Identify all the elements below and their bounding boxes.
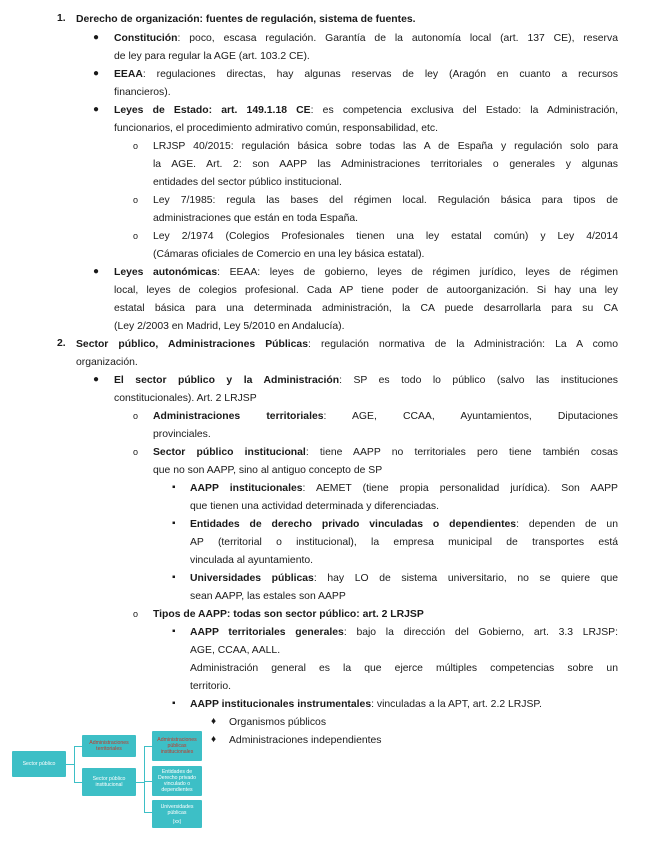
square-bullet: ▪ xyxy=(172,626,176,637)
connector-line xyxy=(144,746,152,747)
paragraph-line: Sector público institucional: tiene AAPP no territoriales pero tiene también cosas xyxy=(153,447,618,458)
section-number: 1. xyxy=(57,13,66,24)
diamond-bullet: ♦ xyxy=(211,734,217,745)
paragraph-line: LRJSP 40/2015: regulación básica sobre todas las A de España y regulación solo para xyxy=(153,141,618,152)
paragraph-line: (Ley 2/2003 en Madrid, Ley 5/2010 en Andalucía). xyxy=(114,321,345,332)
paragraph-line: vinculada al ayuntamiento. xyxy=(190,555,314,566)
connector-line xyxy=(144,781,152,782)
connector-line xyxy=(144,746,145,812)
paragraph-line: Leyes de Estado: art. 149.1.18 CE: es competencia exclusiva del Estado: la Administración, xyxy=(114,105,618,116)
circle-bullet: o xyxy=(133,141,139,151)
connector-line xyxy=(136,782,144,783)
paragraph-line: Administraciones territoriales: AGE, CCAA, Ayuntamientos, Diputaciones xyxy=(153,411,619,422)
paragraph-line: AP (territorial o institucional), la empresa municipal de transportes está xyxy=(190,537,618,548)
square-bullet: ▪ xyxy=(172,482,176,493)
circle-bullet: o xyxy=(133,195,139,205)
bullet: ● xyxy=(93,68,100,79)
paragraph-line: de ley para regular la AGE (art. 103.2 CE). xyxy=(114,51,310,62)
paragraph-line: provinciales. xyxy=(153,429,211,440)
diamond-bullet: ♦ xyxy=(211,716,217,727)
circle-bullet: o xyxy=(133,447,139,457)
paragraph-line: administraciones que están en toda España. xyxy=(153,213,359,224)
paragraph-line: funcionarios, el procedimiento admirativo común, responsabilidad, etc. xyxy=(114,123,439,134)
paragraph-line: AAPP territoriales generales: bajo la dirección del Gobierno, art. 3.3 LRJSP: xyxy=(190,627,618,638)
paragraph-line: Organismos públicos xyxy=(229,717,327,728)
diagram-child-box: Entidades de Derecho privado vinculado o dependientes xyxy=(152,766,202,796)
paragraph-line: que tienen una actividad determinada y diferenciadas. xyxy=(190,501,439,512)
square-bullet: ▪ xyxy=(172,572,176,583)
connector-line xyxy=(144,812,152,813)
diagram-child-label: Universidades públicas xyxy=(160,803,194,816)
section-title: Derecho de organización: fuentes de regulación, sistema de fuentes. xyxy=(76,14,416,25)
paragraph-line: Ley 7/1985: regula las bases del régimen local. Regulación básica para tipos de xyxy=(153,195,618,206)
square-bullet: ▪ xyxy=(172,698,176,709)
sector-publico-diagram xyxy=(0,726,215,836)
diagram-institucional-box: Sector público institucional xyxy=(82,768,136,796)
diagram-child-note: (xx) xyxy=(172,818,182,825)
bullet: ● xyxy=(93,32,100,43)
paragraph-line: constitucionales). Art. 2 LRJSP xyxy=(114,393,257,404)
connector-line xyxy=(74,782,82,783)
circle-bullet: o xyxy=(133,609,139,619)
connector-line xyxy=(74,746,82,747)
paragraph-line: AGE, CCAA, AALL. xyxy=(190,645,281,656)
diagram-territoriales-box: Administraciones territoriales xyxy=(82,735,136,757)
diagram-child-box xyxy=(152,800,202,828)
paragraph-line: AAPP institucionales instrumentales: vinculadas a la APT, art. 2.2 LRJSP. xyxy=(190,699,542,710)
paragraph-line: territorio. xyxy=(190,681,231,692)
paragraph-line: local, leyes de colegios profesional. Cada AP tiene poder de autoorganización. Si hay una ley xyxy=(114,285,618,296)
paragraph-line: Sector público, Administraciones Públicas: regulación normativa de la Administración: La A como xyxy=(76,339,618,350)
paragraph-line: Administraciones independientes xyxy=(229,735,382,746)
section-number: 2. xyxy=(57,338,66,349)
paragraph-line: Tipos de AAPP: todas son sector público: art. 2 LRJSP xyxy=(153,609,424,620)
circle-bullet: o xyxy=(133,231,139,241)
paragraph-line: Constitución: poco, escasa regulación. Garantía de la autonomía local (art. 137 CE), reserva xyxy=(114,33,618,44)
paragraph-line: la AGE. Art. 2: son AAPP las Administraciones territoriales o generales y algunas xyxy=(153,159,618,170)
paragraph-line: Entidades de derecho privado vinculadas o dependientes: dependen de un xyxy=(190,519,618,530)
paragraph-line: Leyes autonómicas: EEAA: leyes de gobierno, leyes de régimen jurídico, leyes de régimen xyxy=(114,267,618,278)
paragraph-line: El sector público y la Administración: SP es todo lo público (salvo las instituciones xyxy=(114,375,619,386)
bullet: ● xyxy=(93,374,100,385)
paragraph-line: Universidades públicas: hay LO de sistema universitario, no se quiere que xyxy=(190,573,619,584)
connector-line xyxy=(74,746,75,783)
bullet: ● xyxy=(93,104,100,115)
diagram-child-box: Administraciones públicas institucionales xyxy=(152,731,202,761)
connector-line xyxy=(66,764,74,765)
paragraph-line: Administración general es la que ejerce múltiples competencias sobre un xyxy=(190,663,618,674)
paragraph-line: EEAA: regulaciones directas, hay algunas reservas de ley (Aragón en cuanto a recursos xyxy=(114,69,618,80)
paragraph-line: AAPP institucionales: AEMET (tiene propia personalidad jurídica). Son AAPP xyxy=(190,483,618,494)
diagram-root-box: Sector público xyxy=(12,751,66,777)
paragraph-line: sean AAPP, las estales son AAPP xyxy=(190,591,346,602)
paragraph-line: financieros). xyxy=(114,87,171,98)
paragraph-line: Ley 2/1974 (Colegios Profesionales tienen una ley estatal común) y Ley 4/2014 xyxy=(153,231,618,242)
paragraph-line: entidades del sector público institucional. xyxy=(153,177,342,188)
circle-bullet: o xyxy=(133,411,139,421)
square-bullet: ▪ xyxy=(172,518,176,529)
paragraph-line: (Cámaras oficiales de Comercio en una ley básica estatal). xyxy=(153,249,425,260)
bullet: ● xyxy=(93,266,100,277)
paragraph-line: estatal básica para una determinada administración, la CA puede desarrollarla para su CA xyxy=(114,303,618,314)
paragraph-line: que no son AAPP, sino al antiguo concepto de SP xyxy=(153,465,383,476)
paragraph-line: organización. xyxy=(76,357,138,368)
